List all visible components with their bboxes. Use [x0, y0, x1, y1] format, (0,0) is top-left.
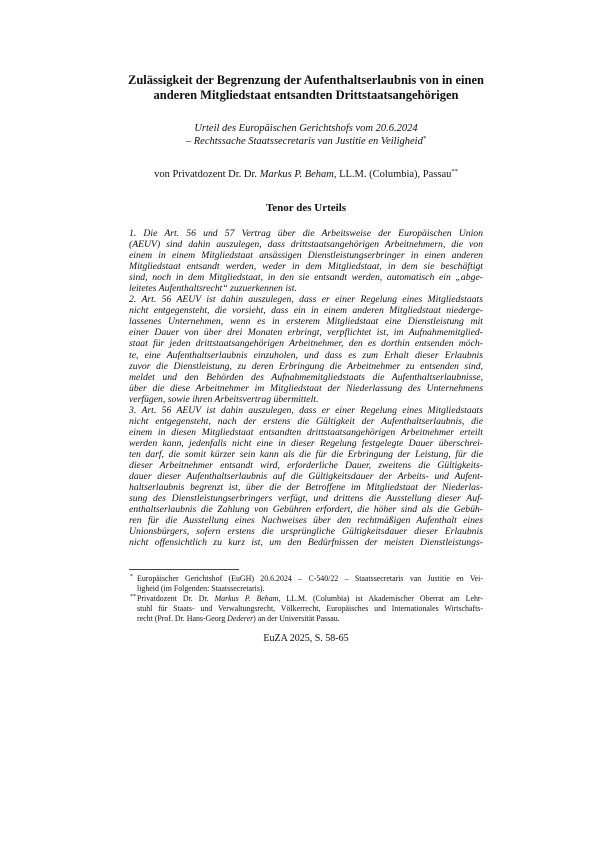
ruling-line: haltserlaubnis begrenzt ist, über die der Betroffene im Mitgliedstaat der Niederlas- — [129, 482, 483, 494]
title-line-1: Zulässigkeit der Begrenzung der Aufenthaltserlaubnis von in einen — [128, 73, 484, 87]
ruling-line: te, eine Aufenthaltserlaubnis einzuholen, und dass es zum Erhalt dieser Erlaubnis — [129, 349, 483, 361]
footnote-ref-2[interactable]: ** — [451, 168, 458, 175]
ruling-line: (AEUV) sind dahin auszulegen, dass drittstaatsangehörigen Arbeitnehmern, die von — [129, 239, 483, 251]
ruling-line: Mitgliedstaat entsandt werden, weder in dem Mitgliedstaat, in dem sie beschäftigt — [129, 261, 483, 273]
footnotes — [130, 574, 483, 624]
ruling-line: staat für jeden drittstaatsangehörigen Arbeitnehmer, den es dorthin entsenden möch- — [129, 338, 483, 350]
section-heading: Tenor des Urteils — [265, 202, 347, 214]
footnote-divider — [129, 569, 239, 570]
footnote-1-line-2: ligheid (im Folgenden: Staatssecretaris). — [137, 584, 265, 593]
ruling-line: ren für die Ausstellung eines Nachweises über den rechtmäßigen Aufenthalt eines — [129, 515, 483, 527]
footnote-2-professor-name: Dederer — [227, 614, 254, 623]
ruling-line: 1. Die Art. 56 und 57 Vertrag über die Arbeitsweise der Europäischen Union — [129, 228, 483, 239]
ruling-line: leitetes Aufenthaltsrecht“ zuzuerkennen ist. — [129, 283, 297, 295]
footnote-1 — [130, 574, 483, 594]
journal-citation: EuZA 2025, S. 58-65 — [263, 633, 349, 644]
ruling-line: nicht offensichtlich zu kurz ist, um den Bedürfnissen der meisten Dienstleistungs- — [129, 537, 483, 549]
ruling-line: werden kann, jedenfalls nicht eine in dieser Regelung festgelegte Dauer überschrei- — [129, 437, 483, 449]
footnote-2-line-1 — [137, 594, 483, 604]
title-line-2: anderen Mitgliedstaat entsandten Drittstaatsangehörigen — [153, 87, 459, 102]
subtitle-line-2 — [120, 135, 492, 148]
ruling-line: lassenes Unternehmen, wenn es in ersterem Mitgliedstaat eine Dienstleistung mit — [129, 316, 483, 328]
ruling-line: einer Dauer von über drei Monaten erbringt, verpflichtet ist, im Aufnahmemitglied- — [129, 327, 483, 339]
ruling-line: 2. Art. 56 AEUV ist dahin auszulegen, dass er einer Regelung eines Mitgliedstaats — [129, 294, 483, 306]
decision-subtitle — [120, 122, 492, 148]
author-line — [100, 168, 512, 181]
author-suffix: , LL.M. (Columbia), Passau — [333, 169, 452, 180]
ruling-line: einem in einem Mitgliedstaat ansässigen Dienstleistungserbringer in einen anderen — [129, 250, 483, 262]
footnote-2-mark: ** — [130, 594, 136, 600]
ruling-line: nicht entgegensteht, die vorsieht, dass ein in einem anderen Mitgliedstaat niederge- — [129, 305, 483, 317]
footnote-1-mark: * — [130, 574, 133, 580]
ruling-line: dieser Arbeitnehmer entsandt wird, erforderliche Dauer, zweitens die Gültigkeits- — [129, 459, 483, 471]
footnote-2 — [130, 594, 483, 624]
author-prefix: von Privatdozent Dr. Dr. — [154, 169, 260, 180]
ruling-line: einem in diesen Mitgliedstaat entsandten drittstaatsangehörigen Arbeitnehmer erteilt — [129, 426, 483, 438]
footnote-ref-1[interactable]: * — [422, 135, 427, 142]
ruling-line: verfügen, sowie ihren Arbeitsvertrag übermittelt. — [129, 393, 319, 405]
ruling-line: 3. Art. 56 AEUV ist dahin auszulegen, dass er einer Regelung eines Mitgliedstaats — [129, 404, 483, 416]
ruling-line: ten darf, die somit kürzer sein kann als die für die Erbringung der Leistung, für die — [129, 448, 483, 460]
ruling-line: meldet und den Behörden des Aufnahmemitgliedstaats die Aufenthaltserlaubnisse, — [129, 371, 483, 383]
subtitle-line-1: Urteil des Europäischen Gerichtshofs vom 20.6.2024 — [194, 123, 418, 134]
footnote-2-line-3-prefix: recht (Prof. Dr. Hans-Georg — [137, 614, 228, 623]
footnote-2-line-1-suffix: , LL.M. (Columbia) ist Akademischer Oberrat am Lehr- — [278, 594, 483, 603]
ruling-text — [129, 228, 483, 548]
footnote-2-line-3 — [137, 614, 483, 624]
ruling-line: dauer dieser Aufenthaltserlaubnis auf die Gültigkeitsdauer der Arbeits- und Aufent- — [129, 471, 483, 483]
footnote-2-line-3-suffix: ) an der Universität Passau. — [253, 614, 340, 623]
ruling-line: nicht entgegensteht, nach der erstens die Gültigkeit der Aufenthaltserlaubnis, die — [129, 415, 483, 427]
article-title — [120, 73, 492, 102]
footnote-1-line-1: Europäischer Gerichtshof (EuGH) 20.6.2024 – C-540/22 – Staatssecretaris van Justitie en Vei- — [137, 574, 483, 583]
ruling-line: sind, noch in dem Mitgliedstaat, in den sie entsandt werden, automatisch ein „abge- — [129, 272, 483, 284]
ruling-line: Unionsbürgers, sofern erstens die ursprüngliche Gültigkeitsdauer dieser Erlaubnis — [129, 526, 483, 538]
ruling-line: sung des Dienstleistungserbringers verfügt, und drittens die Ausstellung dieser Auf- — [129, 493, 483, 505]
ruling-line: über die diese Arbeitnehmer im Mitgliedstaat der Niederlassung des Unternehmens — [129, 382, 483, 394]
footnote-2-line-2: stuhl für Staats- und Verwaltungsrecht, Völkerrecht, Europäisches und Internationales Wirtschafts- — [137, 604, 483, 613]
ruling-line: zuvor die Dienstleistung, zu deren Erbringung die Arbeitnehmer zu entsenden sind, — [129, 360, 483, 372]
subtitle-line-2-text: – Rechtssache Staatssecretaris van Justitie en Veiligheid — [185, 136, 423, 147]
footnote-2-author-name: Markus P. Beham — [214, 594, 279, 603]
footnote-2-line-1-prefix: Privatdozent Dr. Dr. — [137, 594, 215, 603]
ruling-line: enthaltserlaubnis die Zahlung von Gebühren erfordert, die höher sind als die Gebüh- — [129, 504, 483, 516]
author-name: Markus P. Beham — [259, 169, 334, 180]
